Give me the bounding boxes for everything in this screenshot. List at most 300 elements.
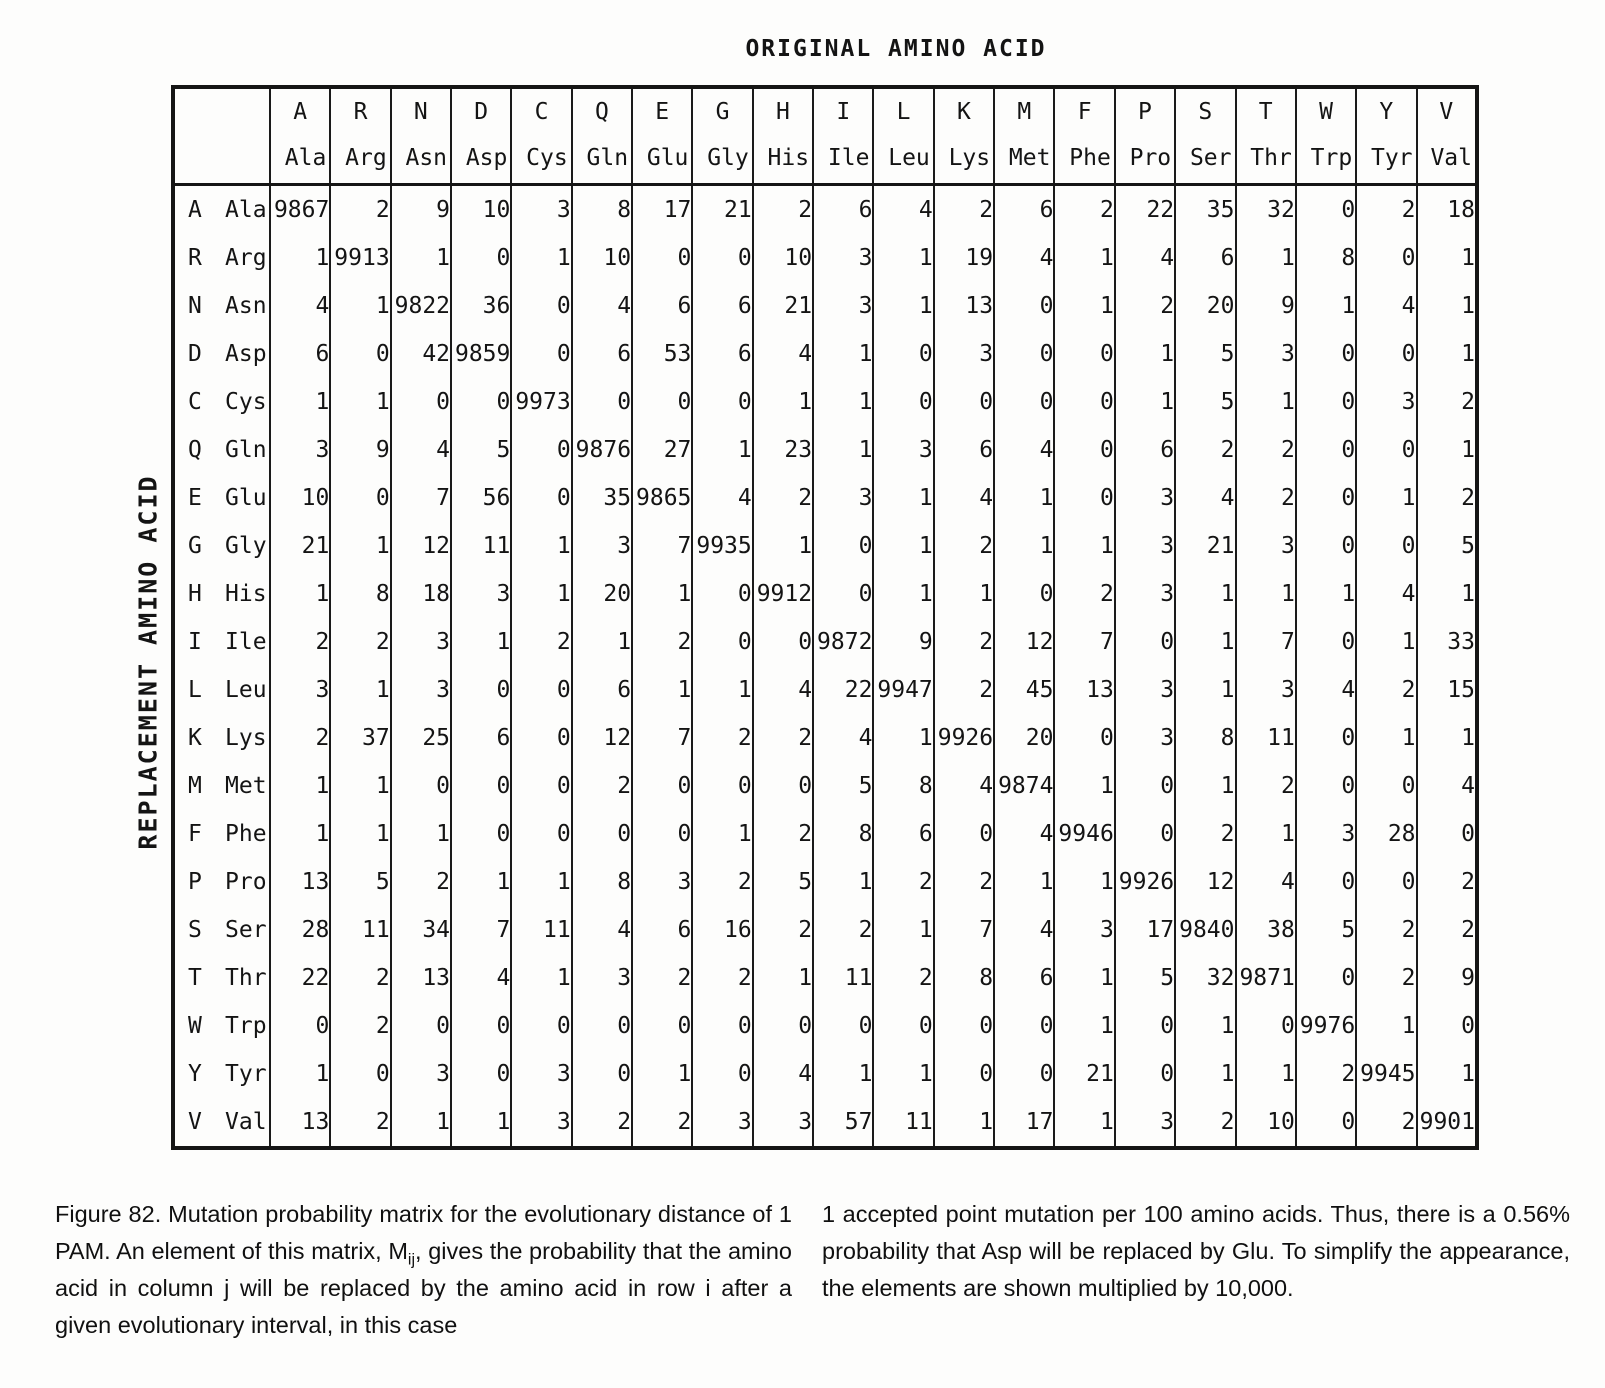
matrix-cell: 0	[753, 762, 813, 810]
matrix-cell: 2	[873, 954, 933, 1002]
matrix-cell: 4	[994, 234, 1054, 282]
row-letter: V	[188, 1109, 202, 1135]
row-header-cys	[173, 378, 270, 426]
matrix-cell: 1	[873, 1050, 933, 1098]
matrix-cell: 1	[1054, 282, 1114, 330]
matrix-cell: 1	[1296, 570, 1356, 618]
matrix-cell: 0	[1115, 762, 1175, 810]
matrix-cell: 2	[1356, 666, 1416, 714]
matrix-cell: 0	[1054, 714, 1114, 762]
matrix-cell: 2	[1236, 474, 1296, 522]
matrix-cell: 5	[1175, 330, 1235, 378]
matrix-cell: 1	[1356, 1002, 1416, 1050]
matrix-cell: 0	[934, 1002, 994, 1050]
matrix-cell: 0	[692, 762, 752, 810]
matrix-cell: 2	[572, 1098, 632, 1148]
matrix-row-thr	[173, 954, 1477, 1002]
matrix-cell: 0	[1296, 1098, 1356, 1148]
matrix-row-pro	[173, 858, 1477, 906]
matrix-cell: 1	[270, 762, 330, 810]
matrix-cell: 4	[1236, 858, 1296, 906]
matrix-cell: 22	[813, 666, 873, 714]
column-code: Thr	[1250, 145, 1292, 171]
matrix-row-ser	[173, 906, 1477, 954]
matrix-cell: 1	[813, 426, 873, 474]
column-code: Asn	[405, 145, 448, 171]
matrix-cell: 0	[934, 378, 994, 426]
matrix-cell: 4	[572, 282, 632, 330]
matrix-cell: 45	[994, 666, 1054, 714]
matrix-cell: 21	[1054, 1050, 1114, 1098]
matrix-cell: 9	[1417, 954, 1477, 1002]
matrix-cell: 2	[330, 185, 390, 235]
matrix-cell: 21	[270, 522, 330, 570]
matrix-cell: 6	[572, 666, 632, 714]
matrix-row-gly	[173, 522, 1477, 570]
matrix-cell: 8	[934, 954, 994, 1002]
row-code: Val	[225, 1109, 267, 1135]
column-letter: G	[715, 99, 730, 125]
matrix-cell: 10	[753, 234, 813, 282]
matrix-cell: 2	[934, 185, 994, 235]
matrix-cell: 11	[330, 906, 390, 954]
matrix-cell: 35	[572, 474, 632, 522]
matrix-cell: 1	[753, 378, 813, 426]
matrix-cell: 0	[994, 570, 1054, 618]
matrix-cell: 6	[451, 714, 511, 762]
matrix-cell: 1	[1417, 570, 1477, 618]
matrix-cell: 20	[1175, 282, 1235, 330]
matrix-cell: 12	[391, 522, 451, 570]
matrix-cell: 0	[813, 570, 873, 618]
matrix-cell: 2	[330, 954, 390, 1002]
matrix-cell: 1	[1236, 234, 1296, 282]
matrix-cell: 4	[270, 282, 330, 330]
matrix-cell: 1	[451, 618, 511, 666]
matrix-cell: 1	[1054, 234, 1114, 282]
matrix-cell: 0	[1054, 474, 1114, 522]
matrix-cell: 4	[1356, 282, 1416, 330]
matrix-cell: 0	[813, 1002, 873, 1050]
matrix-cell: 1	[1236, 378, 1296, 426]
matrix-cell: 25	[391, 714, 451, 762]
row-header-val	[173, 1098, 270, 1148]
matrix-cell: 1	[1356, 714, 1416, 762]
matrix-cell: 3	[1115, 1098, 1175, 1148]
matrix-cell: 0	[994, 330, 1054, 378]
column-header-glu	[632, 87, 692, 185]
matrix-cell: 0	[572, 810, 632, 858]
row-header-leu	[173, 666, 270, 714]
row-header-thr	[173, 954, 270, 1002]
row-code: Lys	[225, 725, 267, 751]
matrix-cell: 22	[1115, 185, 1175, 235]
column-letter: A	[293, 99, 308, 125]
row-header-gly	[173, 522, 270, 570]
matrix-cell: 57	[813, 1098, 873, 1148]
matrix-row-tyr	[173, 1050, 1477, 1098]
matrix-cell: 9872	[813, 618, 873, 666]
column-letter: M	[1017, 99, 1032, 125]
matrix-cell: 3	[813, 282, 873, 330]
column-letter: H	[775, 99, 790, 125]
matrix-cell: 1	[692, 810, 752, 858]
matrix-row-met	[173, 762, 1477, 810]
matrix-cell: 6	[632, 282, 692, 330]
matrix-cell: 23	[753, 426, 813, 474]
row-letter: Y	[188, 1061, 202, 1087]
matrix-cell: 5	[1115, 954, 1175, 1002]
matrix-cell: 1	[692, 666, 752, 714]
matrix-cell: 1	[1054, 762, 1114, 810]
matrix-row-arg	[173, 234, 1477, 282]
matrix-cell: 4	[451, 954, 511, 1002]
matrix-cell: 11	[451, 522, 511, 570]
matrix-cell: 1	[330, 282, 390, 330]
row-letter: T	[188, 965, 202, 991]
matrix-cell: 0	[1115, 1050, 1175, 1098]
matrix-cell: 1	[1054, 954, 1114, 1002]
matrix-cell: 4	[1356, 570, 1416, 618]
matrix-cell: 19	[934, 234, 994, 282]
matrix-cell: 7	[934, 906, 994, 954]
row-letter: L	[188, 677, 202, 703]
matrix-cell: 6	[1175, 234, 1235, 282]
matrix-cell: 4	[753, 1050, 813, 1098]
matrix-cell: 0	[572, 1050, 632, 1098]
column-code: His	[767, 145, 810, 171]
matrix-cell: 42	[391, 330, 451, 378]
row-code: Trp	[225, 1013, 267, 1039]
matrix-row-ala	[173, 185, 1477, 235]
row-code: Ala	[225, 197, 267, 223]
column-code: Leu	[888, 145, 930, 171]
matrix-cell: 0	[270, 1002, 330, 1050]
matrix-cell: 9	[1236, 282, 1296, 330]
matrix-cell: 21	[753, 282, 813, 330]
row-code: Gln	[225, 437, 267, 463]
matrix-cell: 0	[330, 1050, 390, 1098]
matrix-cell: 3	[1115, 714, 1175, 762]
column-code: Cys	[526, 145, 568, 171]
matrix-cell: 1	[994, 858, 1054, 906]
matrix-cell: 2	[692, 954, 752, 1002]
matrix-cell: 20	[572, 570, 632, 618]
column-header-tyr	[1356, 87, 1416, 185]
row-code: Gly	[225, 533, 267, 559]
matrix-cell: 17	[1115, 906, 1175, 954]
matrix-cell: 1	[1236, 810, 1296, 858]
matrix-cell: 7	[391, 474, 451, 522]
column-letter: N	[413, 99, 428, 125]
matrix-cell: 20	[994, 714, 1054, 762]
matrix-cell: 0	[330, 330, 390, 378]
matrix-cell: 4	[994, 426, 1054, 474]
figure-caption-right: 1 accepted point mutation per 100 amino acids. Thus, there is a 0.56% probability that Asp will be replaced by Glu. To simplify the appearance, the elements are shown multiplied by 10,000.	[822, 1201, 1570, 1301]
matrix-cell: 1	[632, 666, 692, 714]
matrix-cell: 1	[1417, 426, 1477, 474]
matrix-cell: 6	[692, 282, 752, 330]
matrix-cell: 21	[692, 185, 752, 235]
matrix-cell: 0	[451, 1002, 511, 1050]
matrix-row-lys	[173, 714, 1477, 762]
matrix-cell: 0	[692, 1002, 752, 1050]
matrix-cell: 0	[1296, 954, 1356, 1002]
matrix-cell: 3	[813, 474, 873, 522]
matrix-cell: 2	[391, 858, 451, 906]
row-axis-title: REPLACEMENT AMINO ACID	[133, 474, 163, 850]
matrix-cell: 2	[1175, 810, 1235, 858]
row-letter: F	[188, 821, 202, 847]
column-header-his	[753, 87, 813, 185]
column-letter: K	[957, 99, 971, 125]
matrix-cell: 3	[1115, 522, 1175, 570]
matrix-cell: 1	[270, 570, 330, 618]
matrix-cell: 7	[632, 714, 692, 762]
matrix-cell: 9935	[692, 522, 752, 570]
matrix-cell: 1	[451, 858, 511, 906]
matrix-cell: 12	[1175, 858, 1235, 906]
row-header-his	[173, 570, 270, 618]
matrix-cell: 34	[391, 906, 451, 954]
matrix-row-trp	[173, 1002, 1477, 1050]
column-code: Gln	[586, 145, 629, 171]
matrix-cell: 0	[391, 378, 451, 426]
matrix-cell: 3	[873, 426, 933, 474]
column-letter: C	[534, 99, 549, 125]
matrix-cell: 1	[391, 1098, 451, 1148]
matrix-cell: 0	[451, 378, 511, 426]
matrix-cell: 9867	[270, 185, 330, 235]
row-letter: C	[188, 389, 202, 415]
row-code: Met	[225, 773, 267, 799]
matrix-cell: 1	[873, 282, 933, 330]
matrix-cell: 3	[270, 426, 330, 474]
matrix-cell: 1	[813, 858, 873, 906]
matrix-cell: 1	[813, 378, 873, 426]
matrix-cell: 1	[1417, 330, 1477, 378]
matrix-cell: 17	[994, 1098, 1054, 1148]
matrix-cell: 2	[1417, 378, 1477, 426]
matrix-cell: 3	[692, 1098, 752, 1148]
matrix-cell: 5	[1175, 378, 1235, 426]
matrix-cell: 1	[1356, 618, 1416, 666]
matrix-cell: 3	[1236, 522, 1296, 570]
matrix-cell: 0	[692, 1050, 752, 1098]
matrix-cell: 8	[1296, 234, 1356, 282]
row-code: Cys	[225, 389, 267, 415]
matrix-cell: 6	[813, 185, 873, 235]
matrix-cell: 32	[1236, 185, 1296, 235]
matrix-cell: 6	[873, 810, 933, 858]
matrix-cell: 3	[1115, 474, 1175, 522]
matrix-cell: 6	[692, 330, 752, 378]
column-letter: Q	[594, 99, 609, 125]
matrix-cell: 1	[1175, 1002, 1235, 1050]
matrix-cell: 0	[511, 1002, 571, 1050]
matrix-cell: 2	[753, 474, 813, 522]
column-header-gln	[572, 87, 632, 185]
matrix-cell: 1	[1417, 1050, 1477, 1098]
matrix-cell: 56	[451, 474, 511, 522]
matrix-cell: 0	[511, 666, 571, 714]
pam-matrix-table	[171, 85, 1479, 1150]
row-letter: W	[188, 1013, 202, 1039]
column-code: Ser	[1189, 145, 1232, 171]
column-code: Tyr	[1370, 145, 1413, 171]
matrix-cell: 0	[1296, 522, 1356, 570]
matrix-cell: 0	[994, 378, 1054, 426]
matrix-cell: 6	[934, 426, 994, 474]
matrix-cell: 0	[1356, 858, 1416, 906]
column-code: Trp	[1310, 145, 1353, 171]
matrix-cell: 2	[1236, 762, 1296, 810]
row-header-met	[173, 762, 270, 810]
matrix-cell: 18	[391, 570, 451, 618]
matrix-cell: 28	[1356, 810, 1416, 858]
row-code: Glu	[225, 485, 267, 511]
column-letter: P	[1138, 99, 1152, 125]
matrix-cell: 2	[330, 1098, 390, 1148]
matrix-cell: 6	[572, 330, 632, 378]
column-header-asn	[391, 87, 451, 185]
matrix-cell: 3	[1236, 666, 1296, 714]
matrix-cell: 0	[1417, 810, 1477, 858]
matrix-cell: 3	[1115, 570, 1175, 618]
matrix-cell: 2	[632, 954, 692, 1002]
matrix-cell: 1	[330, 666, 390, 714]
matrix-cell: 18	[1417, 185, 1477, 235]
matrix-cell: 0	[632, 378, 692, 426]
row-code: Ser	[225, 917, 267, 943]
matrix-cell: 21	[1175, 522, 1235, 570]
matrix-cell: 5	[330, 858, 390, 906]
caption-text-part2: , gives the probability that the amino acid in column j will be replaced by the amino acid in row i after a given evolutionary interval, in this case	[55, 1238, 792, 1338]
matrix-cell: 9973	[511, 378, 571, 426]
matrix-cell: 1	[813, 330, 873, 378]
matrix-cell: 10	[451, 185, 511, 235]
matrix-cell: 2	[1175, 1098, 1235, 1148]
matrix-cell: 7	[451, 906, 511, 954]
matrix-cell: 13	[270, 858, 330, 906]
matrix-cell: 0	[692, 618, 752, 666]
matrix-cell: 0	[451, 666, 511, 714]
matrix-cell: 2	[270, 618, 330, 666]
column-code: Met	[1008, 145, 1051, 171]
matrix-cell: 1	[1175, 666, 1235, 714]
matrix-cell: 1	[572, 618, 632, 666]
matrix-cell: 1	[753, 522, 813, 570]
matrix-cell: 35	[1175, 185, 1235, 235]
column-code: Phe	[1069, 145, 1111, 171]
matrix-cell: 11	[813, 954, 873, 1002]
matrix-cell: 9926	[934, 714, 994, 762]
column-code: Ala	[284, 145, 327, 171]
caption-subscript: ij	[407, 1251, 416, 1269]
matrix-cell: 1	[511, 570, 571, 618]
matrix-cell: 2	[511, 618, 571, 666]
matrix-cell: 0	[1356, 330, 1416, 378]
matrix-cell: 9	[391, 185, 451, 235]
matrix-cell: 1	[1236, 570, 1296, 618]
matrix-cell: 0	[1115, 1002, 1175, 1050]
matrix-cell: 1	[1054, 522, 1114, 570]
matrix-cell: 0	[753, 618, 813, 666]
matrix-cell: 2	[934, 522, 994, 570]
matrix-cell: 1	[873, 570, 933, 618]
matrix-cell: 4	[1417, 762, 1477, 810]
matrix-cell: 0	[511, 474, 571, 522]
matrix-cell: 8	[813, 810, 873, 858]
matrix-cell: 0	[1296, 714, 1356, 762]
row-header-phe	[173, 810, 270, 858]
matrix-cell: 11	[511, 906, 571, 954]
matrix-cell: 1	[1115, 330, 1175, 378]
column-header-gly	[692, 87, 752, 185]
row-code: Asn	[225, 293, 267, 319]
matrix-cell: 1	[1175, 618, 1235, 666]
matrix-cell: 13	[391, 954, 451, 1002]
matrix-cell: 0	[1356, 522, 1416, 570]
matrix-cell: 2	[632, 618, 692, 666]
matrix-cell: 28	[270, 906, 330, 954]
matrix-cell: 0	[511, 714, 571, 762]
matrix-cell: 37	[330, 714, 390, 762]
matrix-cell: 0	[692, 234, 752, 282]
column-letter: T	[1258, 99, 1273, 125]
column-axis-title: ORIGINAL AMINO ACID	[745, 36, 1047, 62]
matrix-cell: 1	[994, 474, 1054, 522]
matrix-cell: 3	[813, 234, 873, 282]
matrix-cell: 0	[1296, 474, 1356, 522]
row-letter: Q	[188, 437, 202, 463]
matrix-cell: 3	[632, 858, 692, 906]
matrix-cell: 36	[451, 282, 511, 330]
row-header-ile	[173, 618, 270, 666]
matrix-cell: 38	[1236, 906, 1296, 954]
column-code: Pro	[1129, 145, 1172, 171]
matrix-cell: 0	[1296, 762, 1356, 810]
matrix-cell: 2	[1417, 906, 1477, 954]
column-letter: Y	[1379, 99, 1394, 125]
row-header-ala	[173, 185, 270, 235]
matrix-row-asp	[173, 330, 1477, 378]
matrix-cell: 2	[1054, 570, 1114, 618]
matrix-cell: 1	[391, 234, 451, 282]
matrix-cell: 10	[572, 234, 632, 282]
matrix-cell: 2	[692, 858, 752, 906]
column-code: Glu	[646, 145, 689, 171]
matrix-cell: 8	[873, 762, 933, 810]
row-letter: R	[188, 245, 202, 271]
row-header-glu	[173, 474, 270, 522]
matrix-cell: 9822	[391, 282, 451, 330]
matrix-cell: 0	[1296, 618, 1356, 666]
matrix-cell: 1	[873, 714, 933, 762]
matrix-cell: 11	[1236, 714, 1296, 762]
column-header-trp	[1296, 87, 1356, 185]
matrix-cell: 4	[572, 906, 632, 954]
matrix-cell: 4	[753, 666, 813, 714]
matrix-cell: 1	[511, 234, 571, 282]
matrix-cell: 0	[1054, 378, 1114, 426]
matrix-cell: 1	[270, 234, 330, 282]
matrix-cell: 9947	[873, 666, 933, 714]
row-header-ser	[173, 906, 270, 954]
matrix-cell: 2	[1356, 954, 1416, 1002]
column-header-lys	[934, 87, 994, 185]
matrix-cell: 2	[692, 714, 752, 762]
